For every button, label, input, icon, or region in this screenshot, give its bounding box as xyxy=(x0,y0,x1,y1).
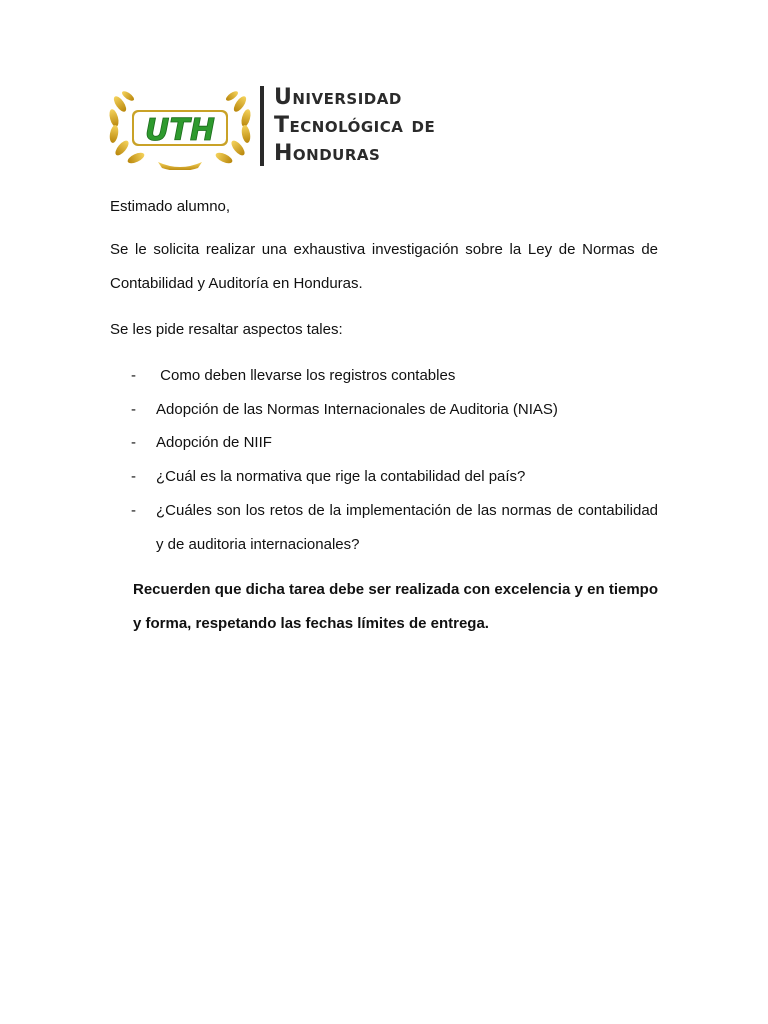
list-item-text: ¿Cuáles son los retos de la implementación de las normas de contabilidad y de auditoria internacionales? xyxy=(156,502,658,553)
list-item-text: ¿Cuál es la normativa que rige la contabilidad del país? xyxy=(156,468,526,485)
university-name-line-3: Honduras xyxy=(274,141,381,166)
university-name-line-2: Tecnológica de xyxy=(274,113,436,138)
list-item-text: Adopción de las Normas Internacionales de Auditoria (NIAS) xyxy=(156,401,558,418)
logo-divider xyxy=(260,86,264,166)
laurel-wreath-logo xyxy=(106,84,254,170)
university-name-line-1: Universidad xyxy=(274,85,402,110)
greeting: Estimado alumno, xyxy=(110,198,231,215)
list-bullet: - xyxy=(131,367,136,384)
intro-line: Se les pide resaltar aspectos tales: xyxy=(110,321,343,338)
list-bullet: - xyxy=(131,468,136,485)
closing-reminder: Recuerden que dicha tarea debe ser realizada con excelencia y en tiempo y forma, respetando las fechas límites de entrega. xyxy=(133,581,658,632)
university-logo xyxy=(106,82,536,172)
request-paragraph: Se le solicita realizar una exhaustiva investigación sobre la Ley de Normas de Contabilidad y Auditoría en Honduras. xyxy=(110,241,658,292)
list-item-text: Como deben llevarse los registros contables xyxy=(156,367,456,384)
university-name xyxy=(274,84,435,168)
list-bullet: - xyxy=(131,434,136,451)
list-bullet: - xyxy=(131,401,136,418)
list-bullet: - xyxy=(131,502,136,519)
logo-initials: UTH xyxy=(145,113,215,148)
list-item-text: Adopción de NIIF xyxy=(156,434,272,451)
